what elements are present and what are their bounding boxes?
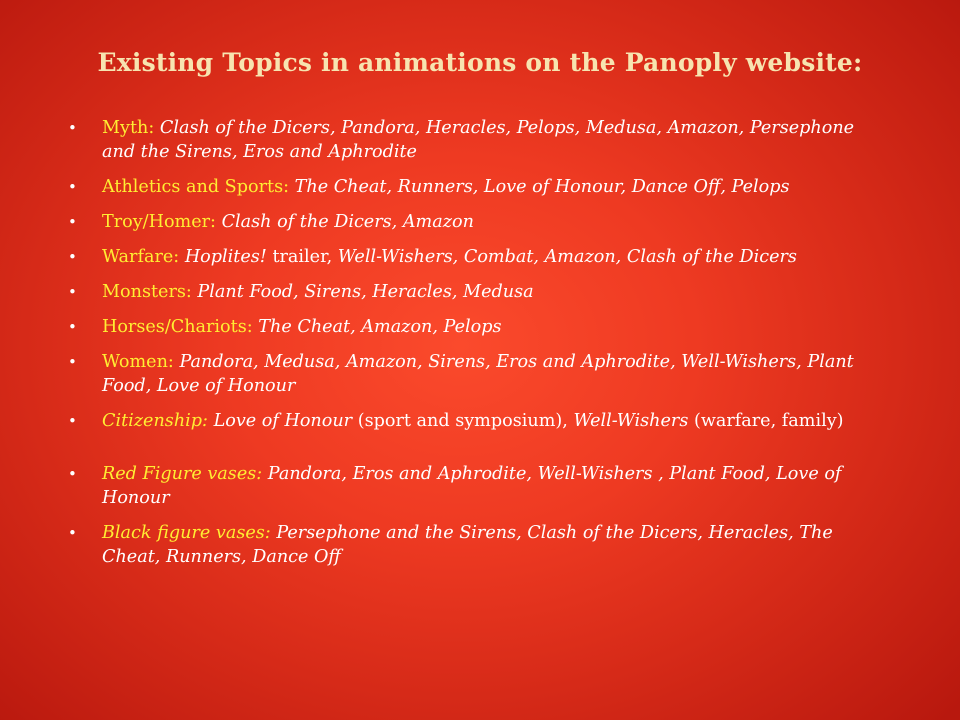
- topic-label: Citizenship:: [102, 411, 208, 431]
- list-item-black-figure-vases: [68, 521, 868, 569]
- topic-label: Women:: [102, 352, 174, 372]
- list-item-horses-chariots: [68, 315, 868, 339]
- topic-items: Persephone and the Sirens, Clash of the Dicers, Heracles, The Cheat, Runners, Dance Off: [102, 523, 833, 567]
- list-item-warfare: [68, 245, 868, 269]
- bullet-icon: •: [68, 178, 77, 196]
- bullet-icon: •: [68, 353, 77, 371]
- topic-items: Clash of the Dicers, Pandora, Heracles, Pelops, Medusa, Amazon, Persephone and the Sirens, Eros and Aphrodite: [102, 118, 855, 162]
- list-item-citizenship: [68, 409, 868, 433]
- bullet-icon: •: [68, 524, 77, 542]
- topic-items: The Cheat, Amazon, Pelops: [258, 317, 502, 337]
- topic-label: Black figure vases:: [102, 523, 271, 543]
- topic-label: Horses/Chariots:: [102, 317, 253, 337]
- topic-items-note: trailer,: [272, 247, 333, 267]
- topics-list: [68, 116, 868, 580]
- topic-label: Monsters:: [102, 282, 192, 302]
- topic-items: Well-Wishers: [573, 411, 689, 431]
- bullet-icon: •: [68, 248, 77, 266]
- topic-label: Athletics and Sports:: [102, 177, 290, 197]
- slide-title: Existing Topics in animations on the Panoply website:: [97, 48, 863, 77]
- topic-label: Troy/Homer:: [102, 212, 216, 232]
- topic-items: Love of Honour: [213, 411, 353, 431]
- topic-label: Red Figure vases:: [102, 464, 263, 484]
- bullet-icon: •: [68, 213, 77, 231]
- topic-items: Clash of the Dicers, Amazon: [221, 212, 474, 232]
- bullet-icon: •: [68, 119, 77, 137]
- topic-items: Pandora, Medusa, Amazon, Sirens, Eros and Aphrodite, Well-Wishers, Plant Food, Love of Honour: [102, 352, 854, 396]
- topic-items-title: Hoplites!: [184, 247, 267, 267]
- topic-label: Warfare:: [102, 247, 180, 267]
- topic-items: The Cheat, Runners, Love of Honour, Dance Off, Pelops: [294, 177, 790, 197]
- list-item-women: [68, 350, 868, 398]
- list-item-myth: [68, 116, 868, 164]
- topic-label: Myth:: [102, 118, 155, 138]
- list-item-troy-homer: [68, 210, 868, 234]
- list-item-athletics: [68, 175, 868, 199]
- list-item-monsters: [68, 280, 868, 304]
- topic-items: Pandora, Eros and Aphrodite, Well-Wishers , Plant Food, Love of Honour: [102, 464, 842, 508]
- list-item-red-figure-vases: [68, 462, 868, 510]
- bullet-icon: •: [68, 412, 77, 430]
- topic-items-note: (sport and symposium),: [357, 411, 568, 431]
- bullet-icon: •: [68, 465, 77, 483]
- topic-items: Plant Food, Sirens, Heracles, Medusa: [197, 282, 534, 302]
- bullet-icon: •: [68, 283, 77, 301]
- topic-items-note: (warfare, family): [693, 411, 844, 431]
- bullet-icon: •: [68, 318, 77, 336]
- topic-items: Well-Wishers, Combat, Amazon, Clash of the Dicers: [337, 247, 797, 267]
